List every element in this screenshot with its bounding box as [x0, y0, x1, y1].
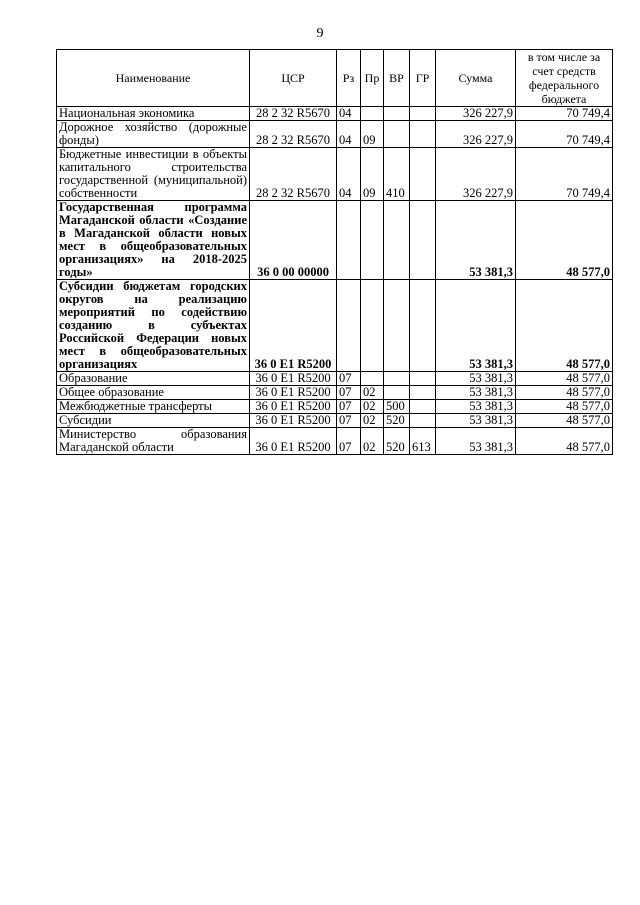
- row-name: Дорожное хозяйство (дорожные фонды): [57, 121, 250, 148]
- table-row: [57, 414, 613, 428]
- row-gr: 613: [410, 428, 436, 455]
- table-row: [57, 121, 613, 148]
- row-csr: 28 2 32 R5670: [250, 121, 337, 148]
- row-vr: 410: [384, 148, 410, 201]
- table-row: [57, 148, 613, 201]
- row-gr: [410, 201, 436, 280]
- table-row: [57, 201, 613, 280]
- row-federal: 70 749,4: [516, 121, 613, 148]
- row-pr: 02: [361, 400, 384, 414]
- row-vr: [384, 386, 410, 400]
- row-pr: [361, 372, 384, 386]
- row-federal: 48 577,0: [516, 400, 613, 414]
- row-name: Субсидии бюджетам городских округов на реализацию мероприятий по содействию созданию в субъектах Российской Федерации новых мест в общеобразовательных организациях: [57, 280, 250, 372]
- row-csr: 28 2 32 R5670: [250, 148, 337, 201]
- row-csr: 36 0 E1 R5200: [250, 400, 337, 414]
- table-row: [57, 386, 613, 400]
- row-federal: 70 749,4: [516, 107, 613, 121]
- row-sum: 53 381,3: [436, 400, 516, 414]
- row-csr: 36 0 E1 R5200: [250, 280, 337, 372]
- row-vr: 500: [384, 400, 410, 414]
- row-pr: [361, 280, 384, 372]
- row-rz: 07: [337, 400, 361, 414]
- row-sum: 326 227,9: [436, 121, 516, 148]
- row-vr: 520: [384, 428, 410, 455]
- row-vr: [384, 121, 410, 148]
- header-csr: ЦСР: [250, 50, 337, 107]
- row-rz: 07: [337, 414, 361, 428]
- header-federal: в том числе за счет средств федерального бюджета: [516, 50, 613, 107]
- row-gr: [410, 280, 436, 372]
- row-gr: [410, 121, 436, 148]
- row-federal: 48 577,0: [516, 201, 613, 280]
- table-row: [57, 372, 613, 386]
- row-sum: 53 381,3: [436, 201, 516, 280]
- row-vr: [384, 372, 410, 386]
- row-federal: 48 577,0: [516, 280, 613, 372]
- row-csr: 36 0 E1 R5200: [250, 386, 337, 400]
- row-pr: 02: [361, 386, 384, 400]
- row-pr: [361, 201, 384, 280]
- row-rz: 07: [337, 386, 361, 400]
- header-gr: ГР: [410, 50, 436, 107]
- row-csr: 36 0 E1 R5200: [250, 428, 337, 455]
- header-vr: ВР: [384, 50, 410, 107]
- row-sum: 53 381,3: [436, 428, 516, 455]
- header-name: Наименование: [57, 50, 250, 107]
- row-csr: 36 0 E1 R5200: [250, 372, 337, 386]
- budget-table: [56, 49, 613, 455]
- row-gr: [410, 400, 436, 414]
- row-name: Национальная экономика: [57, 107, 250, 121]
- row-rz: 04: [337, 148, 361, 201]
- row-pr: [361, 107, 384, 121]
- row-gr: [410, 414, 436, 428]
- row-name: Бюджетные инвестиции в объекты капитального строительства государственной (муниципальной) собственности: [57, 148, 250, 201]
- row-vr: 520: [384, 414, 410, 428]
- row-csr: 36 0 00 00000: [250, 201, 337, 280]
- table-row: [57, 400, 613, 414]
- row-rz: [337, 201, 361, 280]
- row-sum: 53 381,3: [436, 386, 516, 400]
- row-federal: 48 577,0: [516, 372, 613, 386]
- row-gr: [410, 372, 436, 386]
- row-sum: 326 227,9: [436, 148, 516, 201]
- row-sum: 53 381,3: [436, 414, 516, 428]
- row-rz: [337, 280, 361, 372]
- row-pr: 02: [361, 414, 384, 428]
- row-federal: 48 577,0: [516, 386, 613, 400]
- header-rz: Рз: [337, 50, 361, 107]
- table-row: [57, 428, 613, 455]
- row-rz: 07: [337, 428, 361, 455]
- row-vr: [384, 280, 410, 372]
- row-gr: [410, 107, 436, 121]
- row-federal: 48 577,0: [516, 414, 613, 428]
- row-name: Министерство образования Магаданской области: [57, 428, 250, 455]
- row-federal: 48 577,0: [516, 428, 613, 455]
- header-pr: Пр: [361, 50, 384, 107]
- row-rz: 07: [337, 372, 361, 386]
- row-rz: 04: [337, 107, 361, 121]
- row-vr: [384, 201, 410, 280]
- row-sum: 53 381,3: [436, 280, 516, 372]
- row-pr: 09: [361, 148, 384, 201]
- row-gr: [410, 386, 436, 400]
- row-name: Межбюджетные трансферты: [57, 400, 250, 414]
- row-csr: 36 0 E1 R5200: [250, 414, 337, 428]
- row-sum: 53 381,3: [436, 372, 516, 386]
- page-number: 9: [316, 26, 324, 41]
- row-name: Образование: [57, 372, 250, 386]
- header-sum: Сумма: [436, 50, 516, 107]
- row-csr: 28 2 32 R5670: [250, 107, 337, 121]
- row-federal: 70 749,4: [516, 148, 613, 201]
- row-name: Общее образование: [57, 386, 250, 400]
- row-pr: 02: [361, 428, 384, 455]
- row-sum: 326 227,9: [436, 107, 516, 121]
- table-row: [57, 107, 613, 121]
- table-header-row: [57, 50, 613, 107]
- row-pr: 09: [361, 121, 384, 148]
- row-gr: [410, 148, 436, 201]
- row-rz: 04: [337, 121, 361, 148]
- table-row: [57, 280, 613, 372]
- row-vr: [384, 107, 410, 121]
- row-name: Государственная программа Магаданской области «Создание в Магаданской области новых мест в общеобразовательных организациях» на 2018-2025 годы»: [57, 201, 250, 280]
- row-name: Субсидии: [57, 414, 250, 428]
